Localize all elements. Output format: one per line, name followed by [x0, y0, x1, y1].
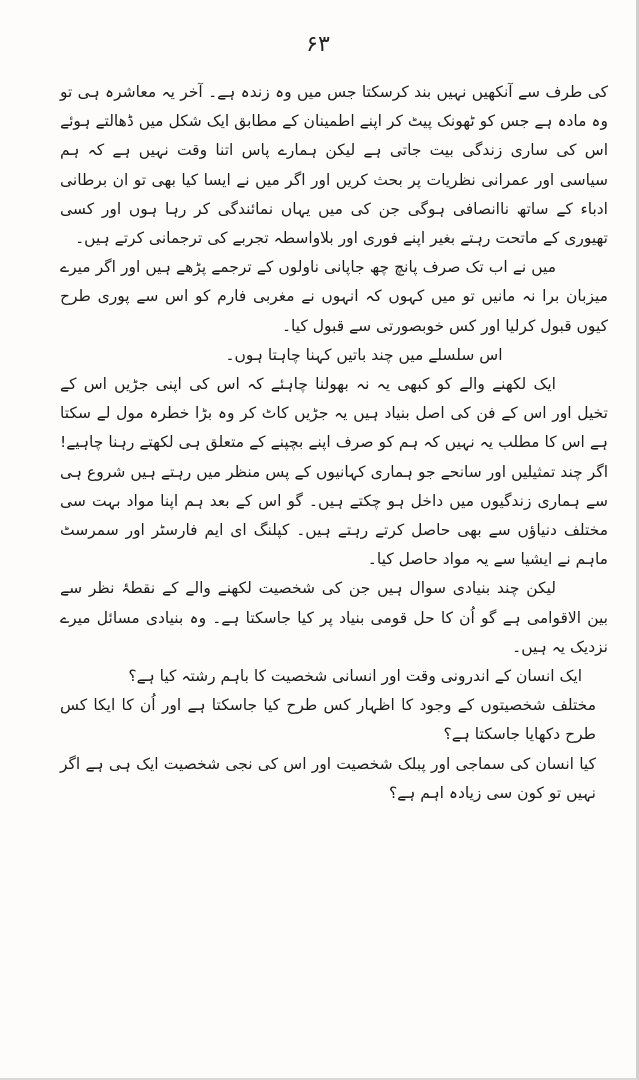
paragraph-basic-questions: لیکن چند بنیادی سوال ہیں جن کی شخصیت لکھنے والے کے نقطۂ نظر سے بین الاقوامی ہے گو اُن کا حل قومی بنیاد پر کیا جاسکتا ہے۔ وہ بنیادی مسائل میرے نزدیک یہ ہیں۔	[60, 579, 608, 656]
question-inner-time: ایک انسان کے اندرونی وقت اور انسانی شخصیت کا باہم رشتہ کیا ہے؟	[128, 667, 582, 686]
question-social-private: کیا انسان کی سماجی اور پبلک شخصیت اور اس کی نجی شخصیت ایک ہی ہے اگر نہیں تو کون سی زیادہ اہم ہے؟	[60, 754, 596, 802]
paragraph-roots: ایک لکھنے والے کو کبھی یہ نہ بھولنا چاہئے کہ اس کی اپنی جڑیں اس کے تخیل اور اس کے فن کی اصل بنیاد ہیں یہ جڑیں کاٹ کر وہ بڑا خطرہ مول لے سکتا ہے اس کا مطلب یہ نہیں کہ ہم کو صرف اپنے بچپنے کے متعلق ہی لکھتے رہنا چاہیے! اگر چند تمثیلیں اور سانحے جو ہماری کہانیوں کے پس منظر میں رہتے ہیں شروع ہی سے ہماری زندگیوں میں داخل ہو چکتے ہیں۔ گو اس کے بعد ہم اپنا مواد بہت سی مختلف دنیاؤں سے بھی حاصل کرتے رہتے ہیں۔ کپلنگ ای ایم فارسٹر اور سمرسٹ ماہم نے ایشیا سے یہ مواد حاصل کیا۔	[60, 375, 608, 569]
page-number: ۶۳	[306, 32, 330, 57]
paragraph-society: کی طرف سے آنکھیں نہیں بند کرسکتا جس میں وہ زندہ ہے۔ آخر یہ معاشرہ ہی تو وہ مادہ ہے جس کو ٹھونک پیٹ کر اپنے اطمینان کے مطابق ایک شکل میں ڈھالتے ہوئے اس کی ساری زندگی بیت جاتی ہے لیکن ہمارے پاس اتنا وقت نہیں ہے کہ ہم سیاسی اور عمرانی نظریات پر بحث کریں اور اگر میں نے ایسا کیا بھی تو ان برطانی ادباء کے ساتھ ناانصافی ہوگی جن کی میں یہاں نمائندگی کر رہا ہوں اور کسی تھیوری کے ماتحت رہتے بغیر اپنے فوری اور بلاواسطہ تجربے کی ترجمانی کرتے ہیں۔	[60, 83, 608, 248]
paragraph-japanese-novels: میں نے اب تک صرف پانچ چھ جاپانی ناولوں کے ترجمے پڑھے ہیں اور اگر میرے میزبان برا نہ مانیں تو میں کہوں کہ انہوں نے مغربی فارم کو اس سے پوری طرح کیوں قبول کرلیا اور کس خوبصورتی سے قبول کیا۔	[60, 258, 608, 335]
paragraph-intro-points: اس سلسلے میں چند باتیں کہنا چاہتا ہوں۔	[225, 345, 503, 364]
page-body	[60, 78, 608, 808]
question-personalities: مختلف شخصیتوں کے وجود کا اظہار کس طرح کیا جاسکتا ہے اور اُن کا ایکا کس طرح دکھایا جاسکتا ہے؟	[60, 696, 596, 744]
